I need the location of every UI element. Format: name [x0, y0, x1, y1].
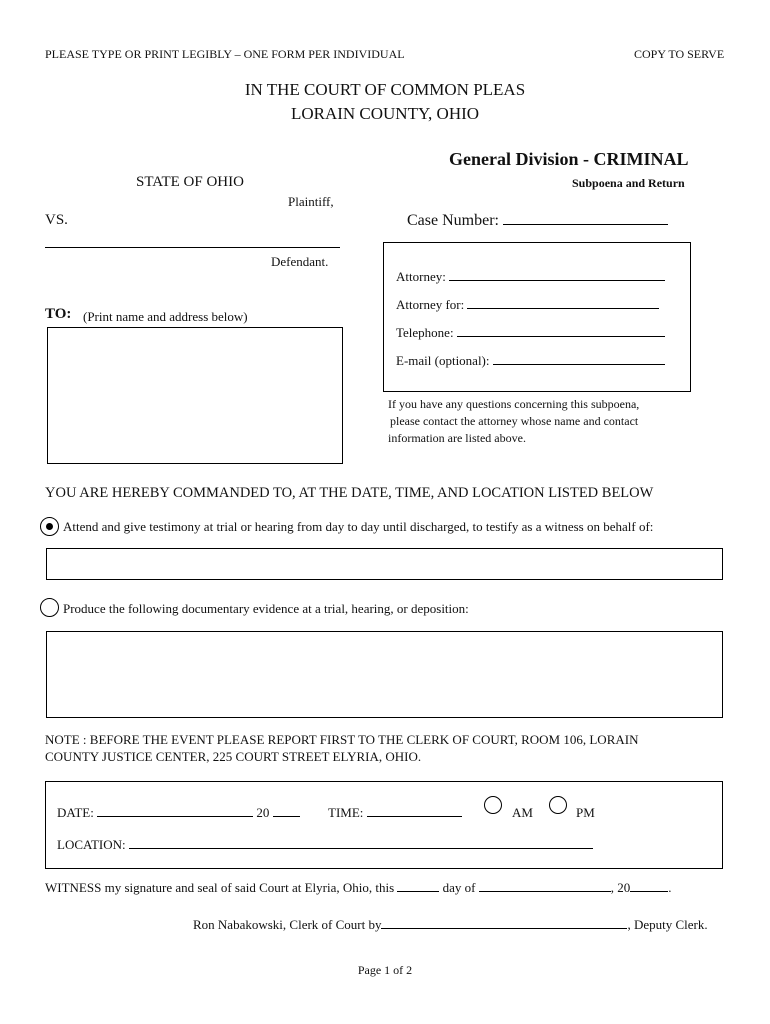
documentary-evidence-field[interactable] [46, 631, 723, 718]
attorney-for-row [396, 297, 659, 313]
date-year-prefix: 20 [256, 805, 270, 820]
telephone-label: Telephone: [396, 325, 454, 340]
attorney-for-field[interactable] [467, 307, 659, 309]
defendant-label: Defendant. [271, 254, 329, 269]
witness-year-prefix: , 20 [610, 880, 631, 895]
division-title: General Division - CRIMINAL [449, 149, 689, 169]
attorney-label: Attorney: [396, 269, 446, 284]
case-number-label: Case Number: [407, 212, 499, 229]
clerk-text: Ron Nabakowski, Clerk of Court by [193, 917, 382, 932]
copy-to-serve-label: COPY TO SERVE [634, 47, 725, 61]
telephone-row [396, 325, 665, 341]
email-label: E-mail (optional): [396, 353, 490, 368]
pm-label: PM [576, 805, 595, 820]
on-behalf-of-field[interactable] [46, 548, 723, 580]
telephone-field[interactable] [457, 335, 665, 337]
witness-month-field[interactable] [479, 890, 611, 892]
email-field[interactable] [493, 363, 665, 365]
am-label: AM [512, 805, 533, 820]
case-number-row [407, 212, 668, 230]
attorney-note-line1: If you have any questions concerning this subpoena, [388, 397, 640, 411]
location-row [57, 837, 593, 853]
deputy-signature-field[interactable] [381, 927, 627, 929]
division-subtitle: Subpoena and Return [572, 176, 685, 190]
produce-option-label: Produce the following documentary evidence at a trial, hearing, or deposition: [63, 601, 469, 616]
case-number-line[interactable] [503, 223, 668, 225]
deputy-clerk-text: , Deputy Clerk. [627, 917, 708, 932]
to-label: TO: [45, 306, 72, 322]
schedule-box [45, 781, 723, 869]
command-heading: YOU ARE HEREBY COMMANDED TO, AT THE DATE, TIME, AND LOCATION LISTED BELOW [45, 485, 654, 501]
witness-year-field[interactable] [630, 890, 668, 892]
email-row [396, 353, 665, 369]
location-field[interactable] [129, 847, 593, 849]
date-row [57, 805, 300, 821]
attorney-info-box [383, 242, 691, 392]
date-field[interactable] [97, 815, 253, 817]
instructions-text: PLEASE TYPE OR PRINT LEGIBLY – ONE FORM PER INDIVIDUAL [45, 47, 405, 61]
witness-row [45, 880, 672, 896]
time-row [328, 805, 462, 821]
date-label: DATE: [57, 805, 94, 820]
testify-option-label: Attend and give testimony at trial or hearing from day to day until discharged, to testify as a witness on behalf of: [63, 519, 654, 534]
attorney-row [396, 269, 665, 285]
time-label: TIME: [328, 805, 364, 820]
time-field[interactable] [367, 815, 462, 817]
date-year-field[interactable] [273, 815, 300, 817]
produce-radio[interactable] [40, 598, 59, 617]
attorney-note-line2: please contact the attorney whose name and contact [390, 414, 639, 428]
witness-day-field[interactable] [397, 890, 439, 892]
note-line1: NOTE : BEFORE THE EVENT PLEASE REPORT FIRST TO THE CLERK OF COURT, ROOM 106, LORAIN [45, 732, 639, 747]
witness-day-of: day of [442, 880, 476, 895]
court-county: LORAIN COUNTY, OHIO [290, 104, 480, 123]
attorney-note-line3: information are listed above. [388, 431, 526, 445]
witness-end: . [668, 880, 672, 895]
vs-label: VS. [45, 212, 68, 228]
attorney-field[interactable] [449, 279, 665, 281]
signature-row [193, 917, 708, 933]
witness-text: WITNESS my signature and seal of said Court at Elyria, Ohio, this [45, 880, 395, 895]
court-name: IN THE COURT OF COMMON PLEAS [244, 80, 526, 99]
note-line2: COUNTY JUSTICE CENTER, 225 COURT STREET ELYRIA, OHIO. [45, 749, 422, 764]
defendant-line[interactable] [45, 247, 340, 248]
testify-radio[interactable] [40, 517, 59, 536]
location-label: LOCATION: [57, 837, 126, 852]
to-hint: (Print name and address below) [83, 309, 248, 324]
recipient-address-box[interactable] [47, 327, 343, 464]
pm-radio[interactable] [549, 796, 567, 814]
plaintiff-name: STATE OF OHIO [136, 174, 244, 190]
page-number: Page 1 of 2 [357, 963, 413, 977]
am-radio[interactable] [484, 796, 502, 814]
plaintiff-label: Plaintiff, [288, 194, 334, 209]
radio-selected-dot [46, 523, 53, 530]
attorney-for-label: Attorney for: [396, 297, 465, 312]
